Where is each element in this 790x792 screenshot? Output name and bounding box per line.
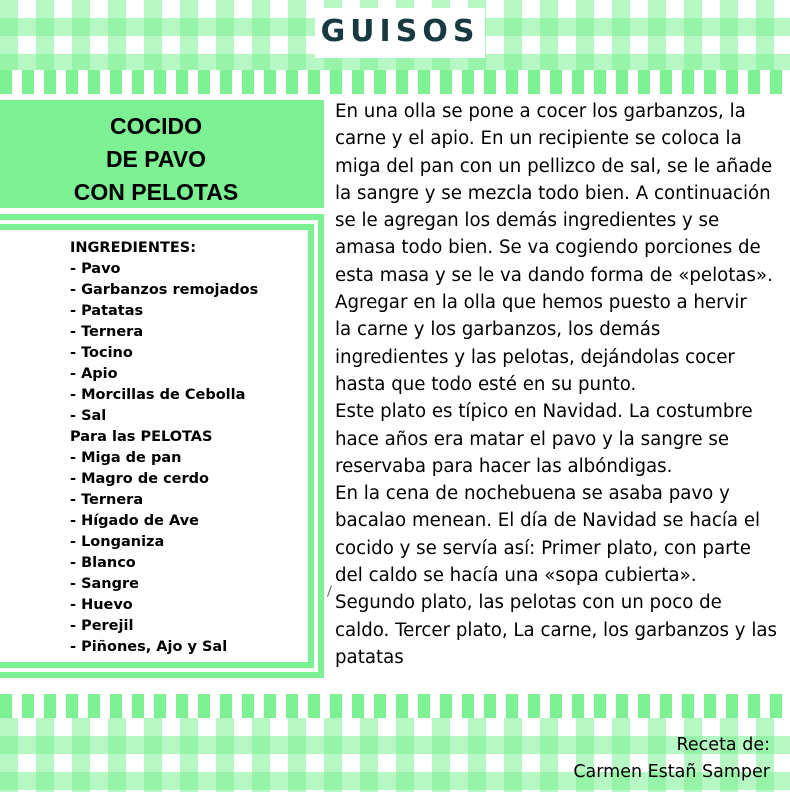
ingredient-item: - Ternera — [70, 324, 144, 340]
ingredient-item: - Patatas — [70, 303, 144, 319]
page-title: GUISOS — [320, 14, 480, 49]
instructions-line: cocido y se servía así: Primer plato, con parte — [335, 537, 751, 559]
instructions-line: la sangre y se mezcla todo bien. A continuación — [335, 182, 771, 204]
instructions-line: carne y el apio. En un recipiente se coloca la — [335, 128, 742, 150]
ingredients-list — [70, 238, 306, 658]
ingredient-item: - Huevo — [70, 597, 133, 613]
instructions-line: la carne y los garbanzos, los demás — [335, 319, 661, 341]
instructions-line: miga del pan con un pellizco de sal, se le añade — [335, 155, 773, 177]
instructions-line: bacalao menean. El día de Navidad se hacía el — [335, 510, 761, 532]
bottom-stripe-border — [0, 694, 790, 718]
instructions-line: se le agregan los demás ingredientes y se — [335, 210, 720, 232]
instructions-line: Agregar en la olla que hemos puesto a hervir — [335, 292, 747, 314]
instructions-line: hasta que todo esté en su punto. — [335, 373, 637, 395]
top-stripe-border — [0, 70, 790, 94]
recipe-credit — [573, 732, 770, 786]
instructions-line: En la cena de nochebuena se asaba pavo y — [335, 483, 730, 505]
credit-label: Receta de: — [676, 735, 770, 755]
instructions-text — [335, 98, 785, 671]
instructions-line: Segundo plato, las pelotas con un poco de — [335, 592, 722, 614]
ingredient-item: - Apio — [70, 366, 118, 382]
stray-mark — [327, 585, 332, 597]
ingredient-item: - Garbanzos remojados — [70, 282, 259, 298]
recipe-title-line: CON PELOTAS — [73, 179, 239, 205]
instructions-line: hace años era matar el pavo y la sangre se — [335, 428, 730, 450]
recipe-title-line: COCIDO — [110, 113, 202, 139]
recipe-title-line: DE PAVO — [105, 146, 207, 172]
instructions-line: ingredientes y las pelotas, dejándolas cocer — [335, 346, 735, 368]
ingredients-heading: INGREDIENTES: — [70, 240, 197, 256]
ingredient-item: - Blanco — [70, 555, 136, 571]
instructions-line: esta masa y se le va dando forma de «pelotas». — [335, 264, 773, 286]
instructions-line: del caldo se hacía una «sopa cubierta». — [335, 565, 697, 587]
ingredient-item: - Piñones, Ajo y Sal — [70, 639, 228, 655]
instructions-line: amasa todo bien. Se va cogiendo porciones de — [335, 237, 761, 259]
credit-author: Carmen Estañ Samper — [573, 762, 770, 782]
instructions-line: En una olla se pone a cocer los garbanzos, la — [335, 101, 746, 122]
ingredient-item: - Perejil — [70, 618, 134, 634]
ingredient-item: - Longaniza — [70, 534, 165, 550]
instructions-line: patatas — [335, 646, 404, 668]
recipe-title — [0, 110, 312, 209]
ingredient-item: - Sangre — [70, 576, 139, 592]
ingredient-item: - Morcillas de Cebolla — [70, 387, 246, 403]
instructions-line: reservaba para hacer las albóndigas. — [335, 455, 673, 477]
ingredient-item: - Miga de pan — [70, 450, 182, 466]
ingredient-item: - Pavo — [70, 261, 121, 277]
pelotas-heading: Para las PELOTAS — [70, 429, 213, 445]
ingredient-item: - Tocino — [70, 345, 133, 361]
instructions-line: caldo. Tercer plato, La carne, los garbanzos y las — [335, 619, 778, 641]
ingredient-item: - Sal — [70, 408, 107, 424]
instructions-line: Este plato es típico en Navidad. La costumbre — [335, 401, 753, 423]
ingredient-item: - Magro de cerdo — [70, 471, 210, 487]
ingredient-item: - Ternera — [70, 492, 144, 508]
ingredient-item: - Hígado de Ave — [70, 513, 199, 529]
